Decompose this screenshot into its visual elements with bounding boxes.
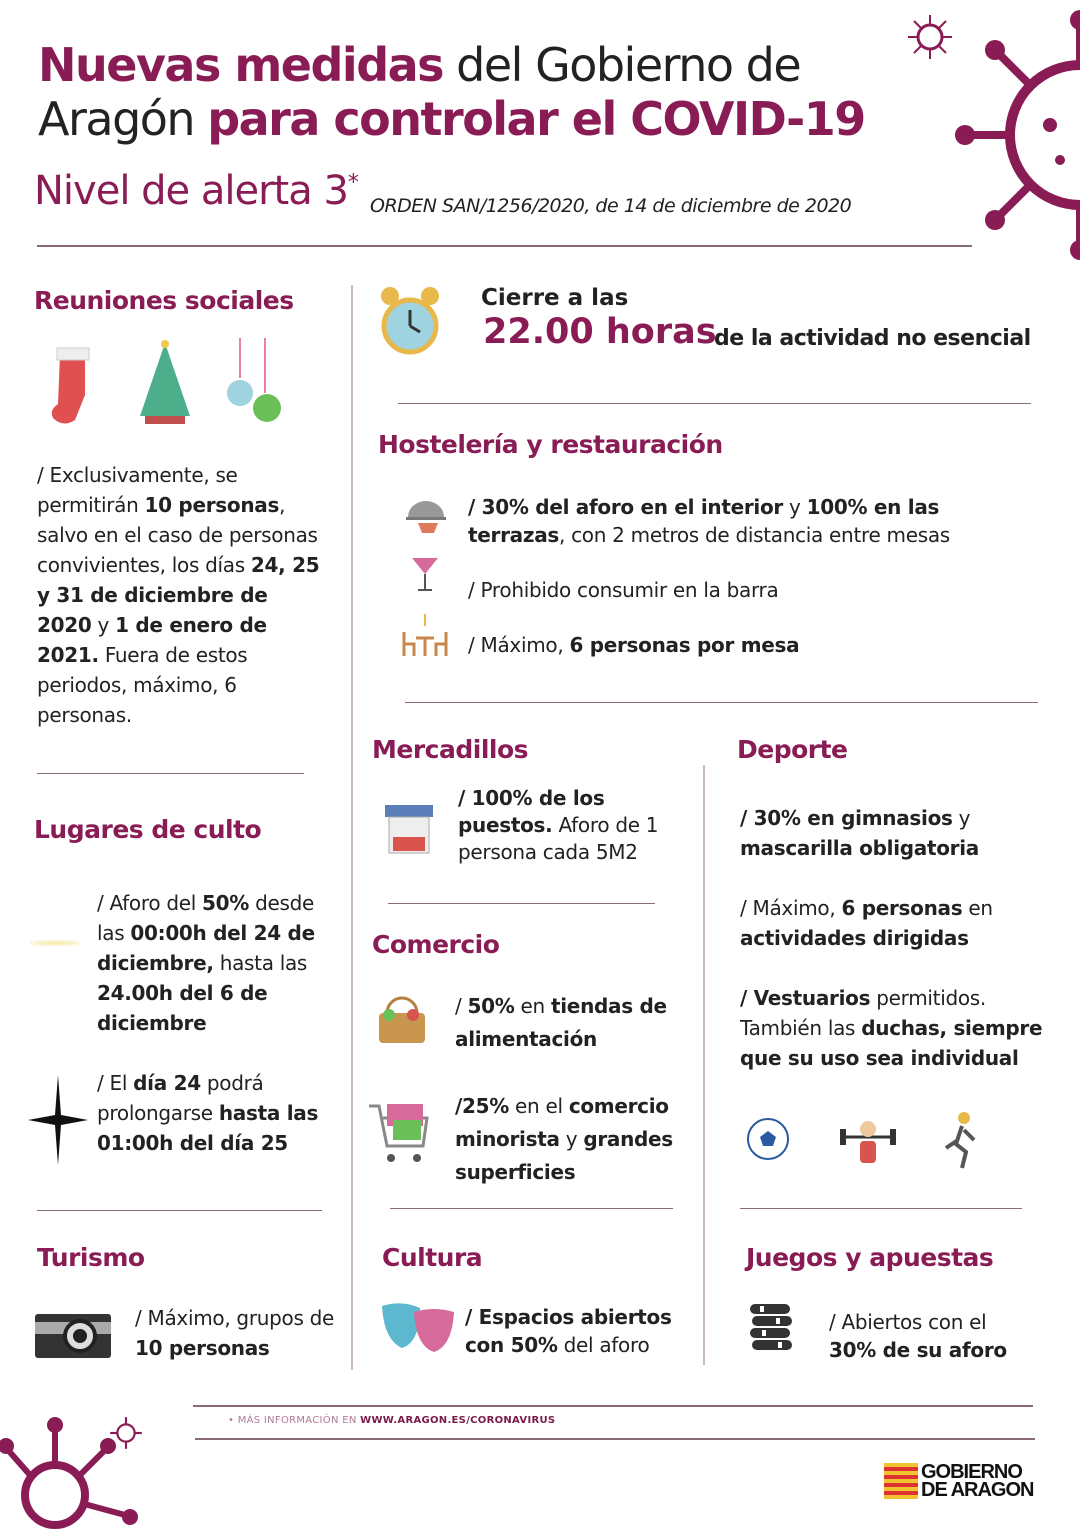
text-segment: 50% (467, 994, 515, 1018)
more-info: • MÁS INFORMACIÓN EN WWW.ARAGON.ES/CORONAVIRUS (228, 1415, 556, 1426)
text-segment: hasta las 01:00h del día 25 (97, 1101, 319, 1155)
turismo-text (135, 1303, 335, 1363)
text-segment: , salvo en el caso de personas convivientes, los días (37, 493, 318, 577)
text-segment: permitidos. También las (740, 986, 986, 1040)
alert-level (34, 168, 358, 214)
title-line-1 (38, 38, 918, 92)
runner-icon (940, 1110, 980, 1170)
text-segment: / 30% del aforo en el interior (468, 495, 783, 519)
text-segment: desde las (97, 891, 315, 945)
divider (405, 702, 1038, 703)
section-title-mercadillos: Mercadillos (372, 735, 529, 764)
text-segment: actividades dirigidas (740, 926, 969, 950)
text-segment: y (91, 613, 116, 637)
section-title-comercio: Comercio (372, 930, 500, 959)
text-segment: / 100% de los puestos. (458, 786, 605, 837)
text-segment: día 24 (133, 1071, 201, 1095)
text-segment: mascarilla obligatoria (740, 836, 979, 860)
text-segment: en (514, 994, 551, 1018)
camera-icon (35, 1308, 111, 1358)
text-segment: / Prohibido consumir en la barra (468, 578, 779, 602)
column-divider-left (351, 285, 353, 1370)
culto-item-2 (97, 1068, 337, 1158)
divider (388, 903, 655, 904)
column-divider-right (703, 765, 705, 1365)
footer-divider-bottom (195, 1438, 1035, 1440)
text-segment: 24.00h del 6 de diciembre (97, 981, 268, 1035)
text-segment: podrá prolongarse (97, 1071, 264, 1125)
text-segment: 6 personas (841, 896, 963, 920)
weightlifting-icon (838, 1115, 898, 1165)
text-segment: comercio minorista (455, 1094, 669, 1151)
soccer-ball-icon (746, 1117, 790, 1161)
section-title-deporte: Deporte (737, 735, 848, 764)
text-segment: /25% (455, 1094, 509, 1118)
text-segment: para controlar el COVID-19 (207, 92, 865, 146)
text-segment: / (455, 994, 468, 1018)
text-segment: 6 personas por mesa (569, 633, 800, 657)
comercio-item-2 (455, 1090, 695, 1189)
divider (740, 1208, 1022, 1209)
section-title-cultura: Cultura (382, 1243, 483, 1272)
text-segment: / Vestuarios (740, 986, 871, 1010)
text-segment: y (559, 1127, 584, 1151)
text-segment: / Máximo, grupos de (135, 1306, 335, 1330)
small-virus-icon-bottom (108, 1415, 144, 1451)
alert-asterisk: * (347, 170, 358, 196)
section-title-juegos: Juegos y apuestas (746, 1243, 994, 1272)
text-segment: y (783, 495, 807, 519)
mercadillos-text (458, 785, 683, 866)
shopping-cart-icon (367, 1100, 431, 1166)
ornaments-icon (225, 338, 285, 428)
more-info-link[interactable]: WWW.ARAGON.ES/CORONAVIRUS (360, 1415, 556, 1426)
christmas-tree-icon (135, 338, 195, 428)
text-segment: 1 de enero de 2021. (37, 613, 267, 667)
cocktail-icon (410, 550, 440, 594)
hosteleria-item-3 (468, 630, 1028, 660)
poker-chips-icon (748, 1302, 794, 1358)
text-segment: hasta las (213, 951, 308, 975)
text-segment: 00:00h del 24 de diciembre, (97, 921, 315, 975)
alert-level-text: Nivel de alerta 3 (34, 168, 348, 214)
juegos-text (829, 1308, 1029, 1364)
text-segment: en (962, 896, 993, 920)
page-title (38, 38, 918, 146)
text-segment: / Espacios abiertos con 50% (465, 1305, 672, 1357)
small-virus-icon (905, 12, 955, 62)
text-segment: / Máximo, (740, 896, 842, 920)
text-segment: / Abiertos con el (829, 1310, 987, 1334)
text-segment: / Exclusivamente, se permitirán (37, 463, 238, 517)
footer-divider-top (193, 1405, 1033, 1407)
hosteleria-item-1 (468, 493, 1038, 549)
section-title-culto: Lugares de culto (34, 815, 262, 844)
deporte-item-1 (740, 803, 1040, 863)
text-segment: grandes superficies (455, 1127, 673, 1184)
text-segment: y (952, 806, 971, 830)
logo-line-1: GOBIERNO (921, 1461, 1022, 1483)
text-segment: tiendas de alimentación (455, 994, 667, 1051)
table-chairs-icon (400, 612, 450, 658)
deporte-item-3 (740, 983, 1060, 1073)
grocery-basket-icon (375, 993, 429, 1047)
serving-tray-icon (404, 495, 448, 535)
sparkle-icon (30, 940, 80, 946)
order-reference: ORDEN SAN/1256/2020, de 14 de diciembre de 2020 (370, 195, 852, 217)
theater-masks-icon (380, 1302, 456, 1354)
cultura-text (465, 1303, 695, 1359)
text-segment: Nuevas medidas (38, 38, 444, 92)
text-segment: Fuera de estos periodos, máximo, 6 personas. (37, 643, 248, 727)
divider (37, 773, 304, 774)
closing-pre: Cierre a las (481, 285, 629, 311)
text-segment: Aragón (38, 92, 208, 146)
text-segment: del Gobierno de (443, 38, 801, 92)
virus-icon (945, 0, 1080, 270)
divider (37, 1210, 322, 1211)
aragon-flag-icon (884, 1463, 918, 1499)
text-segment: Aforo de 1 persona cada 5M2 (458, 813, 659, 864)
reuniones-text (37, 460, 327, 730)
divider (398, 403, 1031, 404)
section-title-reuniones: Reuniones sociales (34, 286, 294, 315)
text-segment: , con 2 metros de distancia entre mesas (559, 523, 950, 547)
text-segment: / Máximo, (468, 633, 570, 657)
text-segment: en el (508, 1094, 569, 1118)
logo-line-2: DE ARAGON (921, 1479, 1034, 1501)
gobierno-aragon-logo (884, 1463, 1033, 1499)
section-title-hosteleria: Hostelería y restauración (378, 430, 723, 459)
alarm-clock-icon (378, 284, 442, 360)
text-segment: 10 personas (144, 493, 280, 517)
text-segment: del aforo (557, 1333, 650, 1357)
divider (390, 1208, 673, 1209)
header-divider (37, 245, 972, 247)
comercio-item-1 (455, 990, 695, 1056)
culto-item-1 (97, 888, 345, 1038)
text-segment: / Aforo del (97, 891, 203, 915)
text-segment: duchas, siempre que su uso sea individual (740, 1016, 1043, 1070)
christmas-stocking-icon (45, 340, 105, 430)
text-segment: 30% de su aforo (829, 1338, 1007, 1362)
deporte-item-2 (740, 893, 1040, 953)
closing-post: de la actividad no esencial (714, 326, 1031, 351)
section-title-turismo: Turismo (37, 1243, 145, 1272)
closing-time: 22.00 horas (483, 312, 717, 352)
title-line-2 (38, 92, 918, 146)
text-segment: / El (97, 1071, 134, 1095)
hosteleria-item-2 (468, 575, 1028, 605)
more-info-label: MÁS INFORMACIÓN EN (237, 1415, 361, 1426)
star-icon (28, 1075, 88, 1165)
text-segment: 50% (202, 891, 250, 915)
text-segment: 100% en las terrazas (468, 495, 940, 547)
market-stall-icon (383, 803, 435, 855)
text-segment: 10 personas (135, 1336, 270, 1360)
text-segment: 24, 25 y 31 de diciembre de 2020 (37, 553, 320, 637)
text-segment: / 30% en gimnasios (740, 806, 953, 830)
